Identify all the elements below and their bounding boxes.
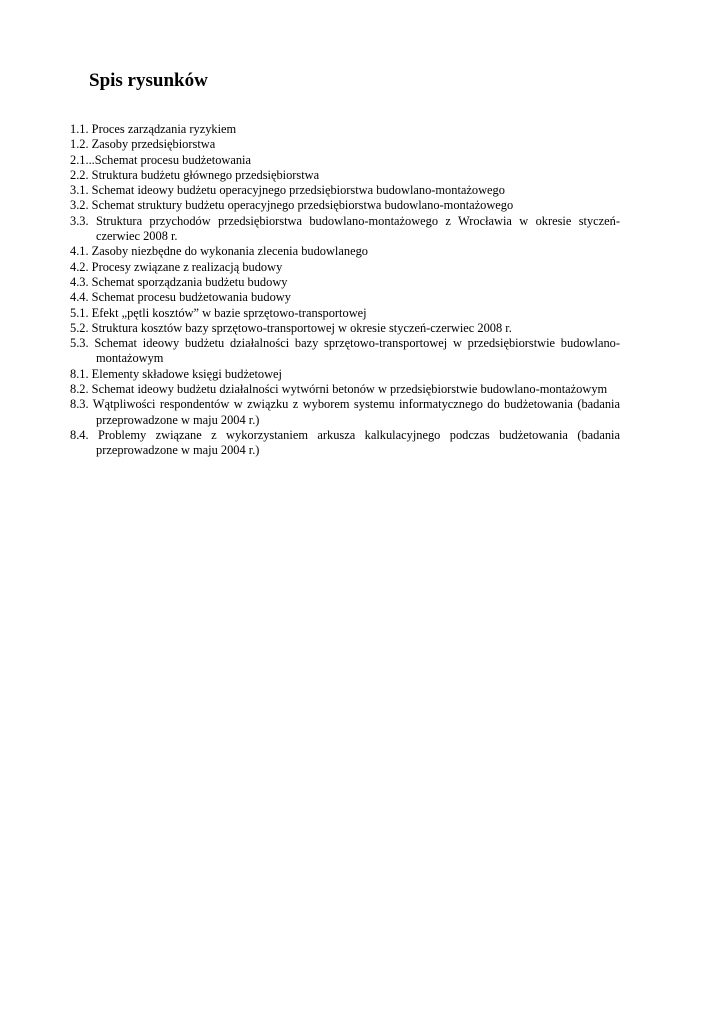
list-item: 2.1...Schemat procesu budżetowania	[70, 152, 251, 167]
figure-list	[70, 122, 620, 459]
list-item: 3.1. Schemat ideowy budżetu operacyjnego przedsiębiorstwa budowlano-montażowego	[70, 183, 505, 198]
list-item: 8.4. Problemy związane z wykorzystaniem arkusza kalkulacyjnego podczas budżetowania (badania przeprowadzone w maju 2004 r.)	[70, 427, 620, 458]
list-item: 3.2. Schemat struktury budżetu operacyjnego przedsiębiorstwa budowlano-montażowego	[70, 198, 514, 213]
list-item: 2.2. Struktura budżetu głównego przedsiębiorstwa	[70, 167, 320, 182]
list-item: 8.1. Elementy składowe księgi budżetowej	[70, 366, 282, 381]
list-item: 8.2. Schemat ideowy budżetu działalności wytwórni betonów w przedsiębiorstwie budowlano-montażowym	[70, 382, 608, 397]
list-item: 4.2. Procesy związane z realizacją budowy	[70, 259, 283, 274]
list-item: 5.3. Schemat ideowy budżetu działalności bazy sprzętowo-transportowej w przedsiębiorstwie budowlano-montażowym	[70, 336, 620, 366]
list-item: 4.1. Zasoby niezbędne do wykonania zlecenia budowlanego	[70, 244, 368, 259]
list-item: 8.3. Wątpliwości respondentów w związku z wyborem systemu informatycznego do budżetowania (badania przeprowadzone w maju 2004 r.)	[70, 397, 620, 427]
list-item: 5.1. Efekt „pętli kosztów” w bazie sprzętowo-transportowej	[70, 305, 367, 320]
list-item: 3.3. Struktura przychodów przedsiębiorstwa budowlano-montażowego z Wrocławia w okresie styczeń-czerwiec 2008 r.	[70, 213, 620, 244]
list-item: 4.4. Schemat procesu budżetowania budowy	[70, 290, 291, 305]
list-item: 1.1. Proces zarządzania ryzykiem	[70, 122, 237, 136]
page-title: Spis rysunków	[89, 70, 208, 91]
list-item: 4.3. Schemat sporządzania budżetu budowy	[70, 274, 288, 289]
list-item: 1.2. Zasoby przedsiębiorstwa	[70, 137, 216, 152]
list-item: 5.2. Struktura kosztów bazy sprzętowo-transportowej w okresie styczeń-czerwiec 2008 r.	[70, 320, 512, 335]
